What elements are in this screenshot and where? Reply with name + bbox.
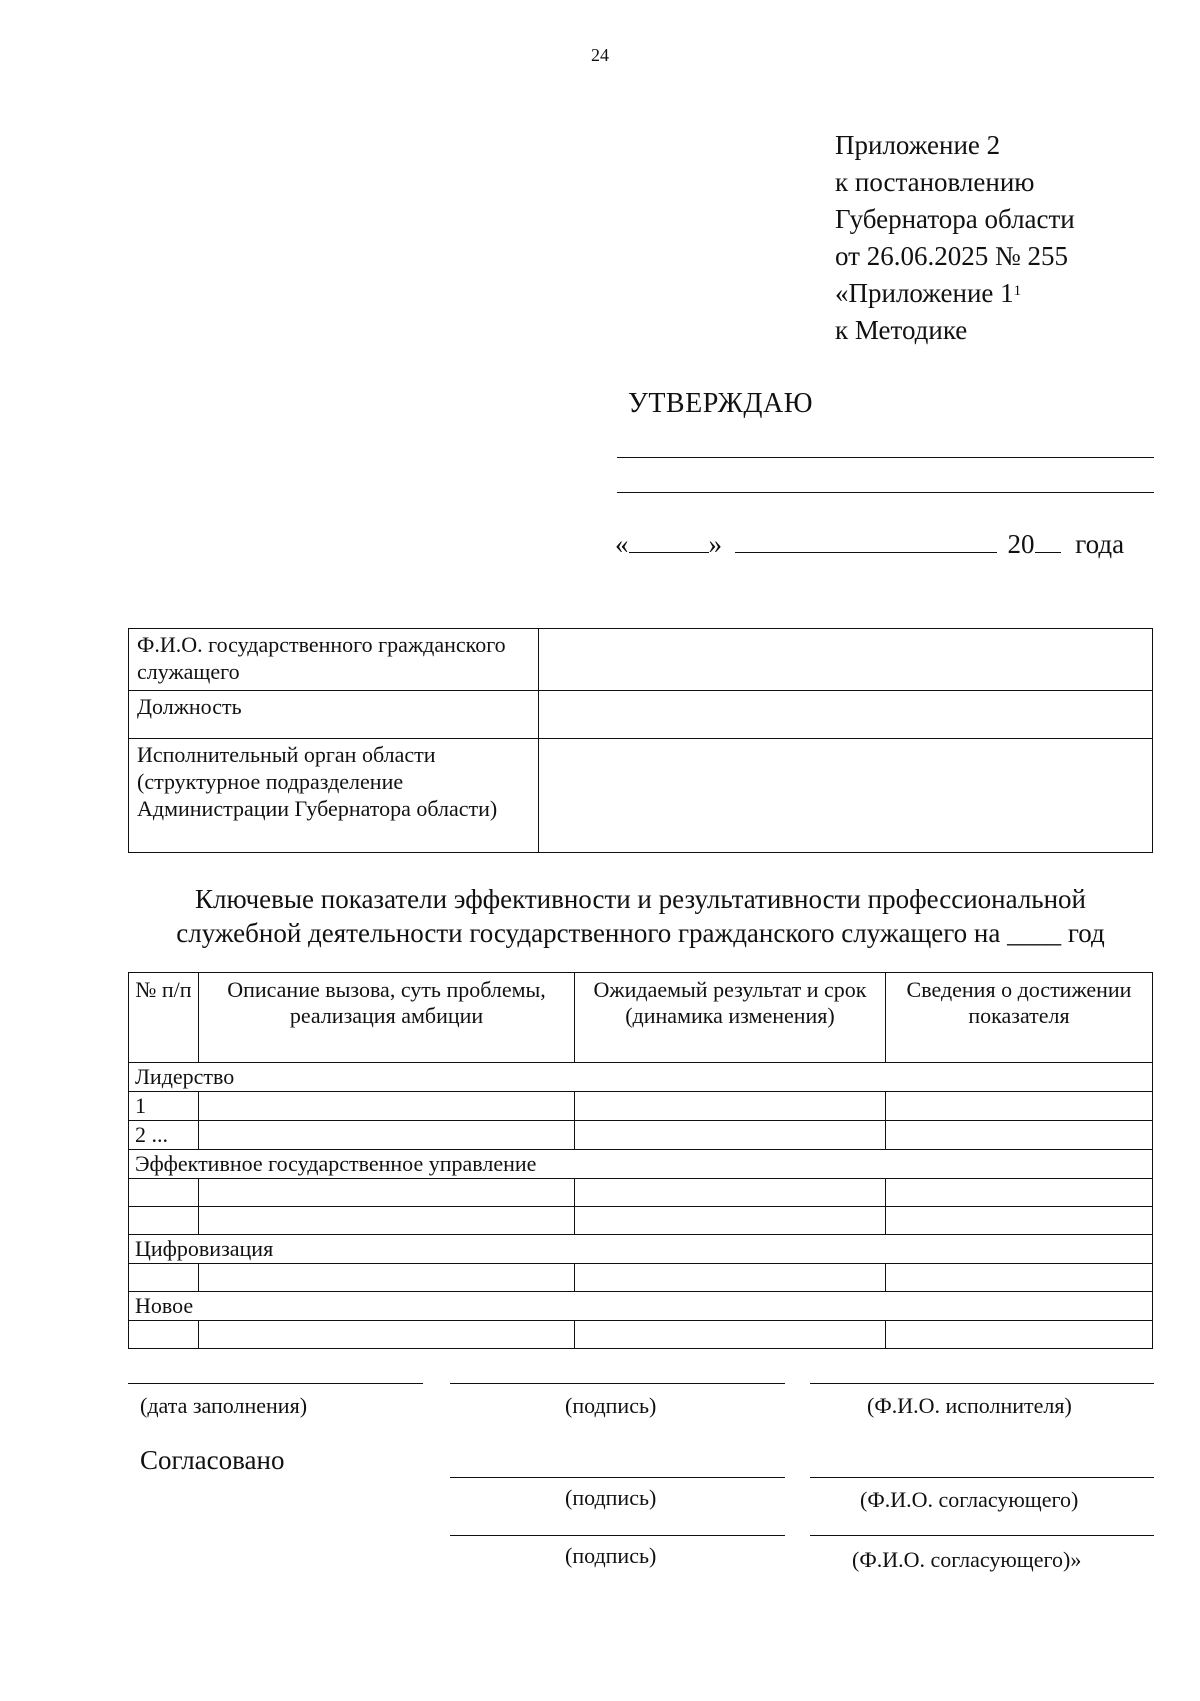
- appendix-line: к Методике: [835, 315, 968, 345]
- annex-prefix: «Приложение 1: [835, 278, 1014, 308]
- info-value-cell[interactable]: [539, 691, 1153, 739]
- info-label: Ф.И.О. государственного гражданского служащего: [129, 629, 539, 691]
- table-cell[interactable]: [886, 1121, 1153, 1150]
- year-suffix: года: [1075, 529, 1125, 559]
- table-cell[interactable]: [886, 1207, 1153, 1235]
- table-row: [129, 1179, 1153, 1207]
- year-blank[interactable]: [1035, 527, 1061, 553]
- info-label: Исполнительный орган области (структурное подразделение Администрации Губернатора области): [129, 739, 539, 853]
- employee-info-table: [128, 628, 1153, 853]
- table-cell[interactable]: [575, 1121, 886, 1150]
- column-header: Ожидаемый результат и срок (динамика изменения): [575, 973, 886, 1063]
- table-cell[interactable]: [199, 1264, 575, 1292]
- section-title: Новое: [129, 1292, 1153, 1321]
- table-cell[interactable]: [886, 1092, 1153, 1121]
- info-label: Должность: [129, 691, 539, 739]
- approval-date-line: [615, 527, 1124, 560]
- section-row: [129, 1292, 1153, 1321]
- agree-signature-label: (подпись): [565, 1485, 657, 1510]
- executor-label: (Ф.И.О. исполнителя): [867, 1393, 1072, 1418]
- column-header: Сведения о достижении показателя: [886, 973, 1153, 1063]
- table-cell[interactable]: [886, 1321, 1153, 1349]
- kpi-title-line: Ключевые показатели эффективности и результативности профессиональной: [194, 884, 1087, 914]
- table-header-row: [129, 973, 1153, 1063]
- table-cell[interactable]: [886, 1264, 1153, 1292]
- appendix-line: Губернатора области: [835, 204, 1075, 234]
- annex-superscript: 1: [1013, 283, 1022, 299]
- table-row: [129, 1321, 1153, 1349]
- annex-reference: [835, 275, 1075, 312]
- table-cell[interactable]: [575, 1264, 886, 1292]
- table-cell[interactable]: [199, 1121, 575, 1150]
- table-cell[interactable]: [575, 1321, 886, 1349]
- table-cell[interactable]: [129, 1264, 199, 1292]
- table-row: [129, 739, 1153, 853]
- section-title: Лидерство: [129, 1063, 1153, 1092]
- agree-signature-line[interactable]: [450, 1477, 785, 1478]
- date-label: (дата заполнения): [140, 1393, 308, 1418]
- executor-name-line[interactable]: [810, 1383, 1154, 1384]
- table-row: [129, 1092, 1153, 1121]
- table-cell[interactable]: [199, 1179, 575, 1207]
- kpi-title: [128, 882, 1153, 950]
- agreeing-label: (Ф.И.О. согласующего)»: [852, 1547, 1082, 1572]
- appendix-line: от 26.06.2025 № 255: [835, 241, 1068, 271]
- table-cell[interactable]: [575, 1179, 886, 1207]
- section-title: Эффективное государственное управление: [129, 1150, 1153, 1179]
- close-quote: »: [708, 529, 722, 559]
- agree-signature-line[interactable]: [450, 1535, 785, 1536]
- agreeing-name-line[interactable]: [810, 1477, 1154, 1478]
- approver-position-line[interactable]: [617, 457, 1154, 458]
- table-row: [129, 629, 1153, 691]
- table-cell[interactable]: [199, 1092, 575, 1121]
- column-header: Описание вызова, суть проблемы, реализация амбиции: [199, 973, 575, 1063]
- kpi-title-line: служебной деятельности государственного гражданского служащего на ____ год: [176, 918, 1105, 948]
- date-fill-line[interactable]: [128, 1383, 423, 1384]
- page-number: 24: [591, 45, 609, 65]
- table-row: [129, 1121, 1153, 1150]
- table-cell[interactable]: [199, 1207, 575, 1235]
- agree-signature-label: (подпись): [565, 1543, 657, 1568]
- section-title: Цифровизация: [129, 1235, 1153, 1264]
- agreeing-label: (Ф.И.О. согласующего): [860, 1487, 1079, 1512]
- table-cell[interactable]: [886, 1179, 1153, 1207]
- day-blank[interactable]: [629, 527, 709, 553]
- approver-name-line[interactable]: [617, 492, 1154, 493]
- approve-title: УТВЕРЖДАЮ: [628, 388, 813, 419]
- row-number: 2 ...: [129, 1121, 199, 1150]
- row-number: 1: [129, 1092, 199, 1121]
- table-row: [129, 691, 1153, 739]
- table-cell[interactable]: [199, 1321, 575, 1349]
- table-row: [129, 1264, 1153, 1292]
- agreeing-name-line[interactable]: [810, 1535, 1154, 1536]
- open-quote: «: [615, 529, 629, 559]
- appendix-header: [835, 127, 1075, 349]
- table-cell[interactable]: [129, 1207, 199, 1235]
- table-cell[interactable]: [129, 1179, 199, 1207]
- section-row: [129, 1063, 1153, 1092]
- section-row: [129, 1150, 1153, 1179]
- appendix-line: Приложение 2: [835, 130, 1001, 160]
- table-cell[interactable]: [129, 1321, 199, 1349]
- agreed-title: Согласовано: [140, 1445, 285, 1475]
- table-cell[interactable]: [575, 1092, 886, 1121]
- column-header: № п/п: [129, 973, 199, 1063]
- info-value-cell[interactable]: [539, 739, 1153, 853]
- table-cell[interactable]: [575, 1207, 886, 1235]
- table-row: [129, 1207, 1153, 1235]
- month-blank[interactable]: [735, 527, 997, 553]
- year-prefix: 20: [1007, 529, 1035, 559]
- info-value-cell[interactable]: [539, 629, 1153, 691]
- signature-label: (подпись): [565, 1393, 657, 1418]
- appendix-line: к постановлению: [835, 167, 1035, 197]
- kpi-table: [128, 972, 1153, 1349]
- section-row: [129, 1235, 1153, 1264]
- signature-line[interactable]: [450, 1383, 785, 1384]
